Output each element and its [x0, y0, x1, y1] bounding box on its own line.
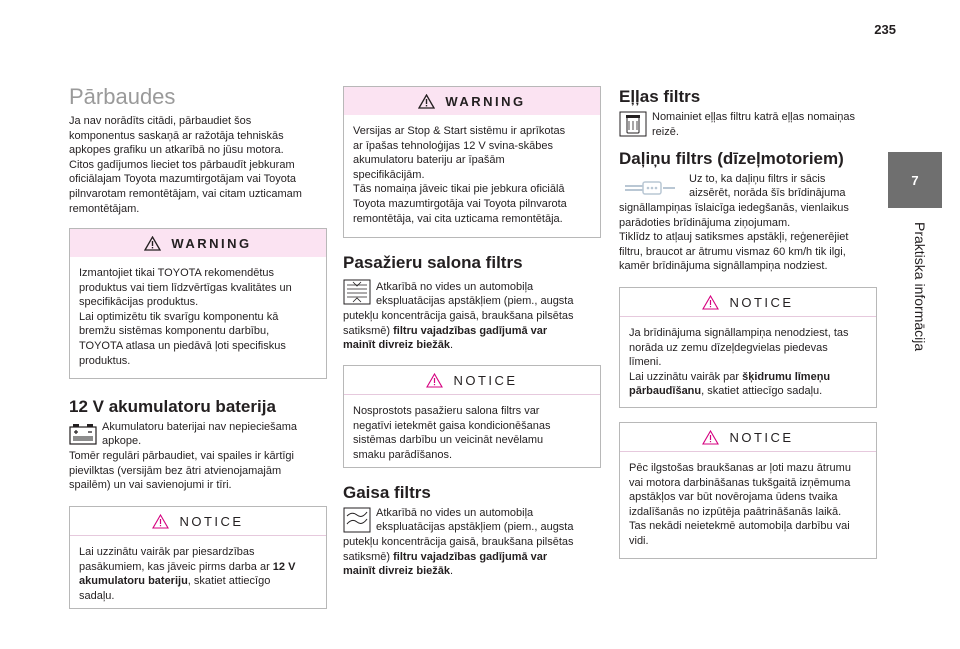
- notice-label: NOTICE: [729, 294, 794, 310]
- warning-triangle-icon: [144, 236, 161, 251]
- warning-box-stop-start: [343, 86, 601, 238]
- heading-battery: 12 V akumulatoru baterija: [69, 397, 276, 416]
- chapter-tab: 7: [888, 152, 942, 208]
- air-text: [343, 535, 601, 579]
- warning-body: Versijas ar Stop & Start sistēmu ir aprīkotas ar īpašas tehnoloģijas 12 V svina-skābes akumulatoru bateriju ar īpašām specifikācijām. Tās nomaiņa jāveic tikai pie jebkura oficiālā Toyota mazumtirgotāja vai Toyota pilnvarota remontētāja, vai cita uzticama remontētāja.: [353, 125, 567, 225]
- notice-header: [344, 366, 600, 395]
- cabin-text-post: .: [449, 339, 454, 352]
- checks-intro: Ja nav norādīts citādi, pārbaudiet šos komponentus saskaņā ar ražotāja tehniskās apkopes grafiku un atkarībā no jūsu motora. Citos gadījumos lieciet tos pārbaudīt jebkuram oficiālajam Toyota mazumtirgotājam vai Toyota pilnvarotam remontētājam, vai citam uzticamam remontētājam.: [69, 115, 302, 215]
- notice-body: [620, 317, 876, 407]
- particle-filter-warning-icon: [621, 176, 679, 200]
- heading-particle-filter: Daļiņu filtrs (dīzeļmotoriem): [619, 149, 844, 168]
- page-number: 235: [874, 22, 896, 37]
- heading-air-filter: Gaisa filtrs: [343, 483, 431, 502]
- battery-text: Tomēr regulāri pārbaudiet, vai spailes ir kārtīgi pievilktas (versijām bez ātri atvienojamajām spailēm) un vai savienojumi ir tīri.: [69, 450, 294, 492]
- chapter-label: [878, 222, 958, 392]
- notice-triangle-icon: [426, 373, 443, 388]
- notice-box-water-vapour: [619, 422, 877, 559]
- chapter-label-text: Praktiska informācija: [912, 222, 928, 352]
- notice-bold-text: šķidrumu līmeņu pārbaudīšanu: [629, 370, 831, 398]
- notice-label: NOTICE: [453, 372, 518, 388]
- dpf-line-2: aizsērēt, norāda šīs brīdinājuma: [689, 187, 846, 199]
- air-line-1: Atkarībā no vides un automobiļa: [376, 507, 534, 519]
- notice-header: [620, 423, 876, 452]
- warning-body: Izmantojiet tikai TOYOTA rekomendētus produktus vai tiem līdzvērtīgas kvalitātes un specifikācijas produktus. Lai optimizētu tik svarīgu komponentu kā bremžu sistēmas komponentu darbību, TOYOTA atlasa un piedāvā ļoti specifiskus produktus.: [79, 267, 292, 367]
- battery-line-2: apkope.: [102, 435, 142, 447]
- battery-icon: [69, 422, 97, 446]
- heading-cabin-filter: Pasažieru salona filtrs: [343, 253, 523, 272]
- warning-header: [344, 87, 600, 115]
- notice-text-end: , skatiet attiecīgo sadaļu.: [701, 385, 823, 398]
- notice-text: Ja brīdinājuma signāllampiņa nenodziest, tas norāda uz zemu dīzeļdegvielas piedevas līmeni. Lai uzzinātu vairāk par: [629, 327, 849, 383]
- notice-box-cabin: [343, 365, 601, 468]
- notice-box-battery: [69, 506, 327, 609]
- notice-triangle-icon: [152, 514, 169, 529]
- warning-label: WARNING: [445, 93, 526, 109]
- cabin-text: [343, 309, 601, 353]
- cabin-line-1: Atkarībā no vides un automobiļa: [376, 281, 534, 293]
- cabin-line-2: ekspluatācijas apstākļiem (piem., augsta: [376, 295, 574, 307]
- notice-text-end: , skatiet attiecīgo sadaļu.: [79, 575, 271, 602]
- warning-label: WARNING: [171, 235, 252, 251]
- air-line-2: ekspluatācijas apstākļiem (piem., augsta: [376, 521, 574, 533]
- section-title-checks: Pārbaudes: [69, 84, 176, 109]
- notice-text: Lai uzzinātu vairāk par piesardzības pasākumiem, kas jāveic pirms darba ar: [79, 546, 270, 573]
- air-text-post: .: [449, 565, 454, 578]
- cabin-text-pre: putekļu koncentrācija gaisā, braukšana pilsētas satiksmē): [343, 310, 574, 337]
- cabin-filter-icon: [343, 279, 371, 305]
- notice-box-additive: [619, 287, 877, 408]
- notice-triangle-icon: [702, 295, 719, 310]
- cabin-text-bold: filtru vajadzības gadījumā var mainīt divreiz biežāk: [343, 324, 548, 352]
- notice-triangle-icon: [702, 430, 719, 445]
- dpf-line-1: Uz to, ka daļiņu filtrs ir sācis: [689, 173, 826, 185]
- heading-oil-filter: Eļļas filtrs: [619, 87, 701, 106]
- oil-filter-icon: [619, 111, 647, 137]
- warning-triangle-icon: [418, 94, 435, 109]
- air-text-pre: putekļu koncentrācija gaisā, braukšana pilsētas satiksmē): [343, 536, 574, 563]
- air-filter-icon: [343, 507, 371, 533]
- notice-header: [70, 507, 326, 536]
- air-text-bold: filtru vajadzības gadījumā var mainīt divreiz biežāk: [343, 550, 548, 578]
- notice-body: Pēc ilgstošas braukšanas ar ļoti mazu ātrumu vai motora darbināšanas tukšgaitā izņēmuma apstākļos var būt novērojama ūdens tvaika izdalīšanās no izpūtēja paātrināšanās laikā. Tas nekādi neietekmē automobiļa darbību vai vidi.: [629, 462, 851, 547]
- notice-label: NOTICE: [179, 513, 244, 529]
- dpf-text: signāllampiņas īslaicīga iedegšanās, vienlaikus parādoties brīdinājuma ziņojumam. Tiklīdz to atļauj satiksmes apstākļi, reģenerējiet filtru, braucot ar ātrumu vismaz 60 km/h tik ilgi, kamēr brīdinājuma signāllampiņa nodziest.: [619, 202, 849, 273]
- warning-header: [70, 229, 326, 257]
- warning-box-products: [69, 228, 327, 379]
- notice-bold-text: 12 V akumulatoru bateriju: [79, 560, 296, 588]
- notice-label: NOTICE: [729, 429, 794, 445]
- notice-header: [620, 288, 876, 317]
- notice-body: Nosprostots pasažieru salona filtrs var negatīvi ietekmēt gaisa kondicionēšanas sistēmas darbību un veicināt nevēlamu smaku parādīšanos.: [353, 405, 551, 461]
- oil-text: Nomainiet eļļas filtru katrā eļļas nomaiņas reizē.: [652, 111, 855, 138]
- notice-body: [70, 536, 326, 611]
- battery-line-1: Akumulatoru baterijai nav nepieciešama: [102, 421, 298, 433]
